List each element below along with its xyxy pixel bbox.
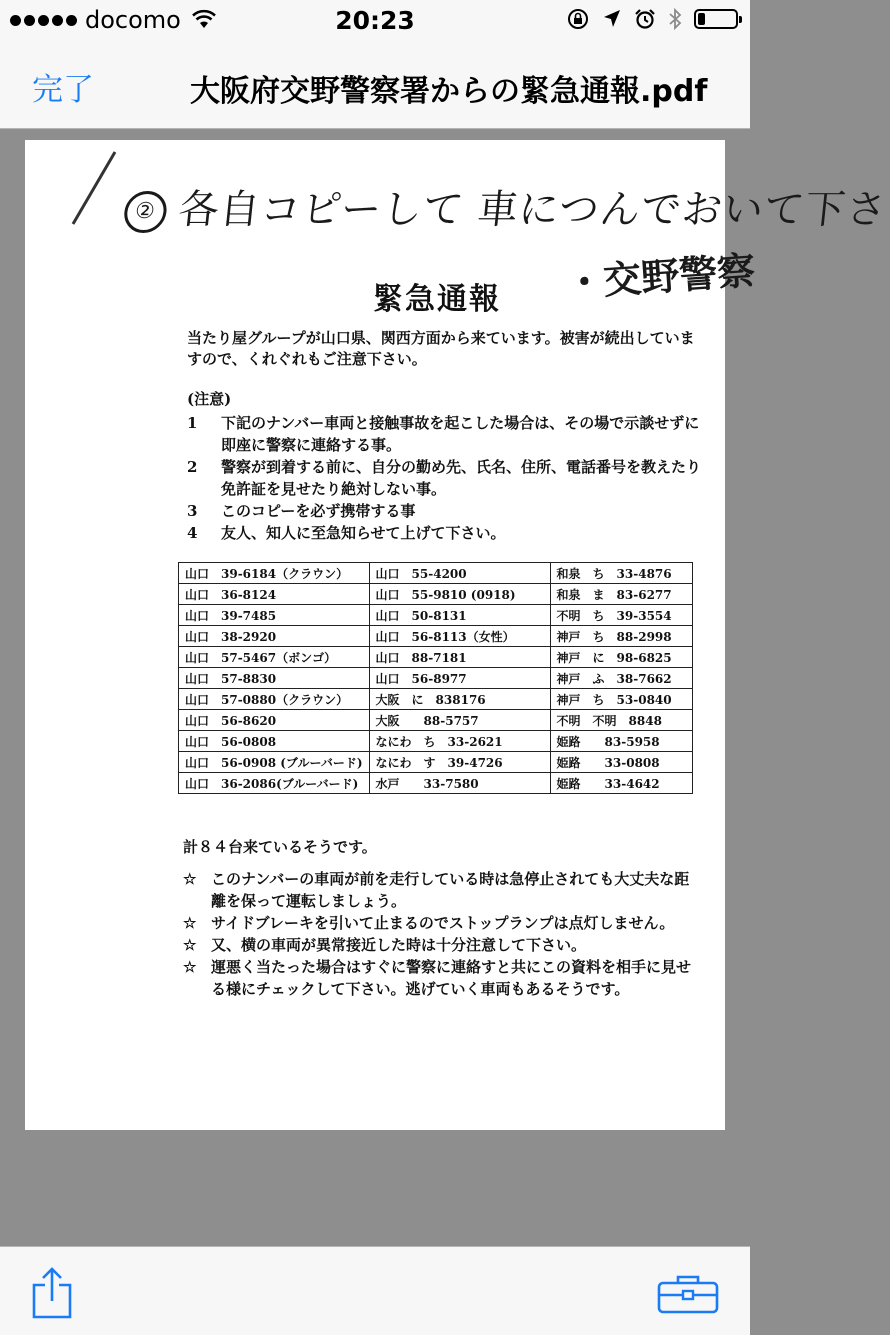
advice-list [183, 868, 693, 1000]
advice-text: サイドブレーキを引いて止まるのでストップランプは点灯しません。 [211, 914, 675, 932]
table-cell: 不明 不明 8848 [550, 710, 692, 731]
handwritten-note-text: 各自コピーして 車につんでおいて下さ [176, 187, 890, 233]
table-cell: 山口 57-0880（クラウン） [179, 689, 370, 710]
handwritten-note [122, 178, 890, 235]
table-row [179, 710, 693, 731]
table-row [179, 773, 693, 794]
note-number: 1 [187, 414, 198, 432]
table-cell: 山口 55-9810 (0918) [369, 584, 550, 605]
note-text: 友人、知人に至急知らせて上げて下さい。 [221, 524, 506, 542]
note-number: 4 [187, 524, 198, 542]
table-cell: 山口 88-7181 [369, 647, 550, 668]
list-item [183, 956, 693, 1000]
list-item [183, 934, 693, 956]
table-cell: 山口 56-0808 [179, 731, 370, 752]
handwritten-slash-mark [65, 148, 125, 228]
share-icon[interactable] [30, 1265, 74, 1321]
note-item [187, 500, 707, 522]
table-cell: 山口 50-8131 [369, 605, 550, 626]
bottom-toolbar [0, 1246, 750, 1335]
note-item [187, 456, 707, 500]
carrier-name: docomo [85, 6, 181, 34]
note-text: 下記のナンバー車両と接触事故を起こした場合は、その場で示談せずに即座に警察に連絡する事。 [221, 414, 700, 454]
alarm-icon [634, 8, 656, 30]
table-cell: 山口 57-5467（ボンゴ） [179, 647, 370, 668]
table-cell: 山口 36-2086(ブルーバード) [179, 773, 370, 794]
table-cell: 姫路 33-4642 [550, 773, 692, 794]
advice-text: 又、横の車両が異常接近した時は十分注意して下さい。 [211, 936, 587, 954]
list-item [183, 868, 693, 912]
battery-icon [694, 9, 738, 29]
star-icon: ☆ [183, 958, 197, 976]
handwritten-note-number: ② [122, 191, 168, 233]
navigation-bar [0, 40, 750, 129]
pdf-page[interactable] [25, 140, 890, 1130]
advice-text: このナンバーの車両が前を走行している時は急停止されても大丈夫な距離を保って運転しましょう。 [211, 870, 690, 910]
table-cell: 神戸 ち 53-0840 [550, 689, 692, 710]
table-cell: 和泉 ち 33-4876 [550, 563, 692, 584]
table-cell: 山口 39-6184（クラウン） [179, 563, 370, 584]
table-cell: 和泉 ま 83-6277 [550, 584, 692, 605]
table-cell: 山口 55-4200 [369, 563, 550, 584]
table-row [179, 626, 693, 647]
star-icon: ☆ [183, 870, 197, 888]
table-cell: 神戸 ち 88-2998 [550, 626, 692, 647]
table-cell: 大阪 に 838176 [369, 689, 550, 710]
table-row [179, 584, 693, 605]
list-item [183, 912, 693, 934]
notes-list [187, 412, 707, 544]
table-row [179, 752, 693, 773]
note-text: このコピーを必ず携帯する事 [221, 502, 416, 520]
table-cell: 山口 36-8124 [179, 584, 370, 605]
location-icon [602, 8, 622, 30]
table-cell: 山口 56-0908 (ブルーバード) [179, 752, 370, 773]
table-row [179, 731, 693, 752]
table-cell: 姫路 83-5958 [550, 731, 692, 752]
document-intro: 当たり屋グループが山口県、関西方面から来ています。被害が続出していますので、くれぐれもご注意下さい。 [187, 329, 695, 368]
toolbox-icon[interactable] [656, 1273, 720, 1315]
table-cell: 神戸 に 98-6825 [550, 647, 692, 668]
notes-heading: (注意) [187, 390, 232, 408]
table-row [179, 668, 693, 689]
table-cell: 山口 56-8113（女性） [369, 626, 550, 647]
table-cell: 水戸 33-7580 [369, 773, 550, 794]
status-right [566, 7, 738, 31]
table-cell: 不明 ち 39-3554 [550, 605, 692, 626]
note-number: 3 [187, 502, 198, 520]
table-cell: 神戸 ふ 38-7662 [550, 668, 692, 689]
status-time: 20:23 [335, 6, 415, 35]
document-title: 大阪府交野警察署からの緊急通報.pdf [190, 74, 708, 109]
total-count-line: 計８４台来ているそうです。 [183, 838, 377, 856]
table-row [179, 605, 693, 626]
table-cell: 山口 56-8620 [179, 710, 370, 731]
note-number: 2 [187, 458, 198, 476]
table-row [179, 689, 693, 710]
note-text: 警察が到着する前に、自分の勤め先、氏名、住所、電話番号を教えたり免許証を見せたり絶対しない事。 [221, 458, 702, 498]
table-cell: 山口 56-8977 [369, 668, 550, 689]
done-button[interactable]: 完了 [32, 72, 94, 108]
star-icon: ☆ [183, 914, 197, 932]
table-cell: なにわ ち 33-2621 [369, 731, 550, 752]
table-cell: 大阪 88-5757 [369, 710, 550, 731]
handwritten-stamp: ・交野警察 [563, 248, 757, 306]
star-icon: ☆ [183, 936, 197, 954]
table-row [179, 647, 693, 668]
note-item [187, 522, 707, 544]
note-item [187, 412, 707, 456]
status-bar [0, 0, 750, 40]
table-cell: なにわ す 39-4726 [369, 752, 550, 773]
table-row [179, 563, 693, 584]
table-cell: 山口 39-7485 [179, 605, 370, 626]
orientation-lock-icon [566, 7, 590, 31]
table-cell: 山口 38-2920 [179, 626, 370, 647]
document-heading: 緊急通報 [373, 282, 501, 317]
battery-level [698, 13, 705, 25]
license-plate-table [178, 562, 693, 794]
bluetooth-icon [668, 7, 682, 31]
advice-text: 運悪く当たった場合はすぐに警察に連絡すと共にこの資料を相手に見せる様にチェックして下さい。逃げていく車両もあるそうです。 [211, 958, 692, 998]
table-cell: 山口 57-8830 [179, 668, 370, 689]
table-cell: 姫路 33-0808 [550, 752, 692, 773]
